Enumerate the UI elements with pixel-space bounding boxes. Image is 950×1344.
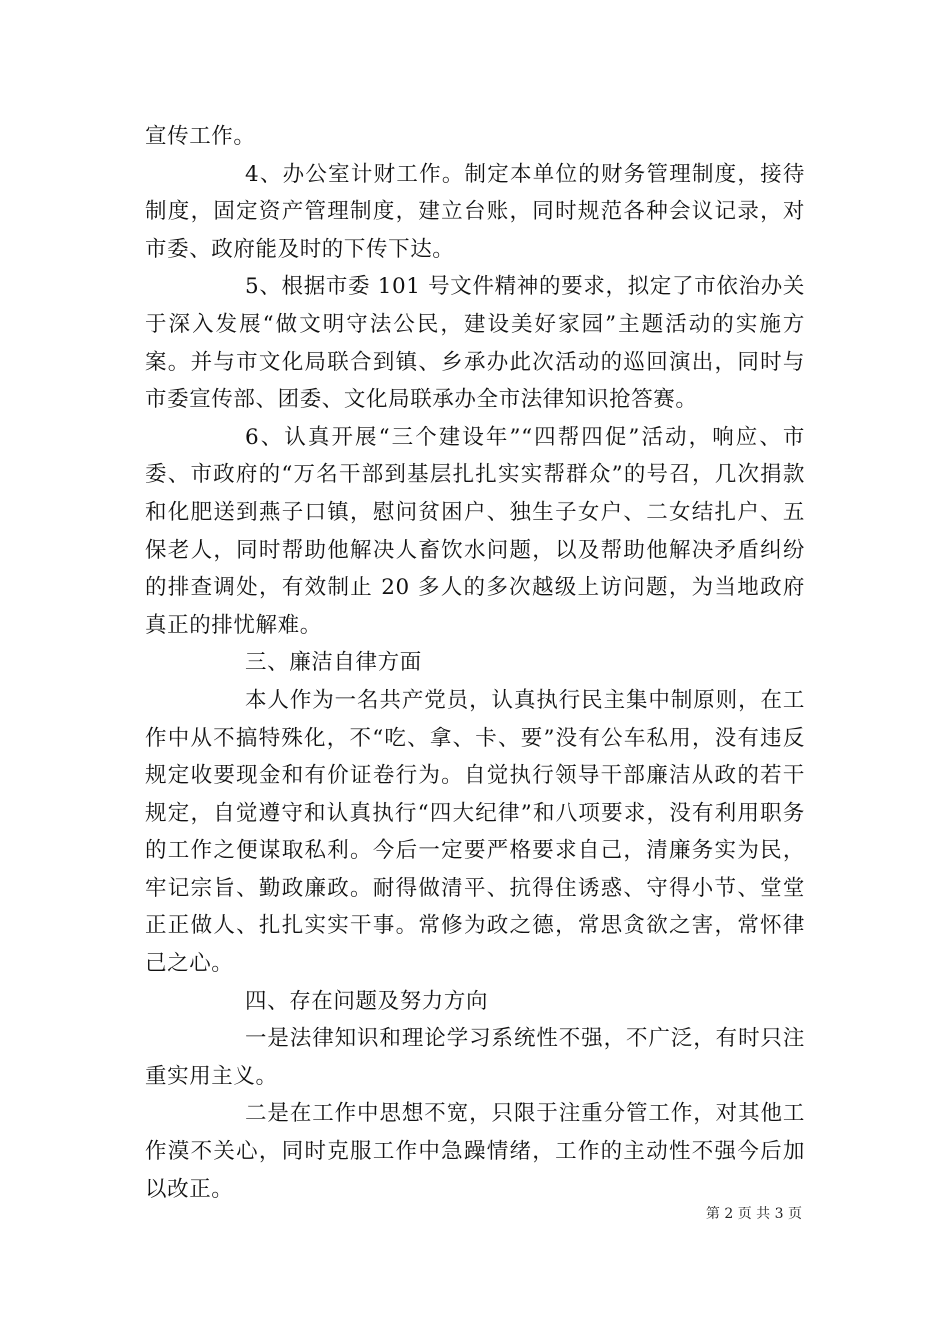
paragraph-problem-2: 二是在工作中思想不宽，只限于注重分管工作，对其他工作漠不关心，同时克服工作中急躁情绪，工作的主动性不强今后加以改正。 <box>145 1101 805 1202</box>
section-heading-3: 三、廉洁自律方面 <box>245 650 422 676</box>
paragraph-item-6: 6、认真开展“三个建设年”“四帮四促”活动，响应、市委、市政府的“万名干部到基层扎扎实实帮群众”的号召，几次捐款和化肥送到燕子口镇，慰问贫困户、独生子女户、二女结扎户、五保老人，同时帮助他解决人畜饮水问题，以及帮助他解决矛盾纠纷的排查调处，有效制止 20 多人的多次越级上访问题，为当地政府真正的排忧解难。 <box>145 424 805 638</box>
paragraph-self-discipline: 本人作为一名共产党员，认真执行民主集中制原则，在工作中从不搞特殊化，不“吃、拿、卡、要”没有公车私用，没有违反规定收要现金和有价证卷行为。自觉执行领导干部廉洁从政的若干规定，自觉遵守和认真执行“四大纪律”和八项要求，没有利用职务的工作之便谋取私利。今后一定要严格要求自己，清廉务实为民，牢记宗旨、勤政廉政。耐得做清平、抗得住诱惑、守得小节、堂堂正正做人、扎扎实实干事。常修为政之德，常思贪欲之害，常怀律己之心。 <box>145 687 805 977</box>
page-number-footer: 第 2 页 共 3 页 <box>705 1206 802 1222</box>
paragraph-item-5: 5、根据市委 101 号文件精神的要求，拟定了市依治办关于深入发展“做文明守法公民，建设美好家园”主题活动的实施方案。并与市文化局联合到镇、乡承办此次活动的巡回演出，同时与市委宣传部、团委、文化局联承办全市法律知识抢答赛。 <box>145 274 805 413</box>
document-body <box>145 118 805 1208</box>
paragraph-problem-1: 一是法律知识和理论学习系统性不强，不广泛，有时只注重实用主义。 <box>145 1026 805 1089</box>
section-heading-4: 四、存在问题及努力方向 <box>245 988 489 1014</box>
paragraph-item-4: 4、办公室计财工作。制定本单位的财务管理制度，接待制度，固定资产管理制度，建立台账，同时规范各种会议记录，对市委、政府能及时的下传下达。 <box>145 161 805 262</box>
paragraph-continuation: 宣传工作。 <box>145 124 256 149</box>
